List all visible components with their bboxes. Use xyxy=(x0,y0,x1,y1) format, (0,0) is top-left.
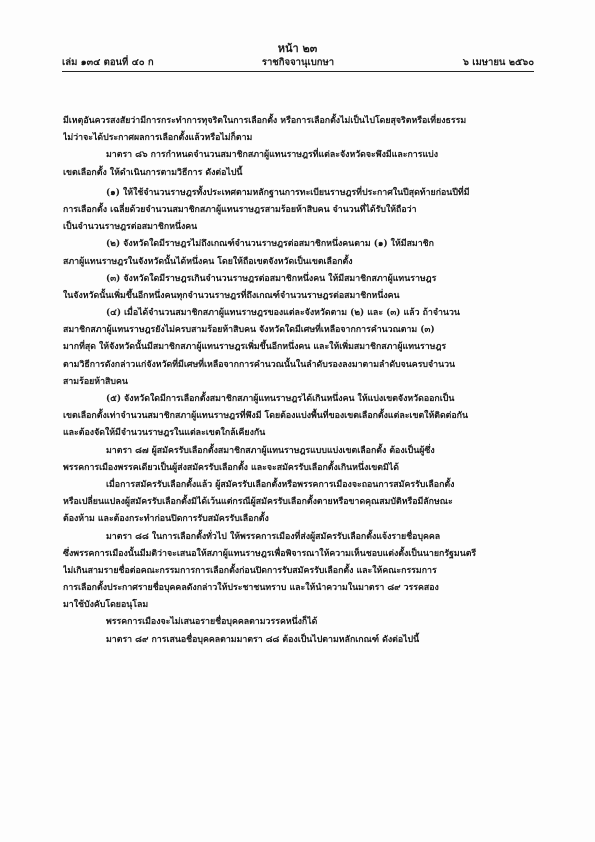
clause-5: (๕) จังหวัดใดมีการเลือกตั้งสมาชิกสภาผู้แทนราษฎรได้เกินหนึ่งคน ให้แบ่งเขตจังหวัดออกเป็น xyxy=(106,394,455,404)
text-line: และต้องจัดให้มีจำนวนราษฎรในแต่ละเขตใกล้เคียงกัน xyxy=(63,428,266,439)
clause-3: (๓) จังหวัดใดมีราษฎรเกินจำนวนราษฎรต่อสมาชิกหนึ่งคน ให้มีสมาชิกสภาผู้แทนราษฎร xyxy=(106,273,437,284)
text-line: เขตเลือกตั้งเท่าจำนวนสมาชิกสภาผู้แทนราษฎรที่พึงมี โดยต้องแบ่งพื้นที่ของเขตเลือกตั้งแต่ละเขตให้ติดต่อกัน xyxy=(63,411,469,422)
section-87-heading: มาตรา ๘๗ ผู้สมัครรับเลือกตั้งสมาชิกสภาผู้แทนราษฎรแบบแบ่งเขตเลือกตั้ง ต้องเป็นผู้ซึ่ง xyxy=(106,445,435,456)
text-line: มากที่สุด ให้จังหวัดนั้นมีสมาชิกสภาผู้แทนราษฎรเพิ่มขึ้นอีกหนึ่งคน และให้เพิ่มสมาชิกสภาผู้แทนราษฎร xyxy=(63,342,447,353)
document-body xyxy=(63,113,533,649)
header-rule xyxy=(62,71,534,72)
header-publication-title: ราชกิจจานุเบกษา xyxy=(261,57,335,68)
text-line: ซึ่งพรรคการเมืองนั้นมีมติว่าจะเสนอให้สภาผู้แทนราษฎรเพื่อพิจารณาให้ความเห็นชอบแต่งตั้งเป็นนายกรัฐมนตรี xyxy=(63,548,477,559)
text-line: ไม่เกินสามรายชื่อต่อคณะกรรมการการเลือกตั้งก่อนปิดการรับสมัครรับเลือกตั้ง และให้คณะกรรมการ xyxy=(63,565,437,576)
paragraph-line: เมื่อการสมัครรับเลือกตั้งแล้ว ผู้สมัครรับเลือกตั้งหรือพรรคการเมืองจะถอนการสมัครรับเลือกตั้ง xyxy=(106,479,455,490)
header-date: ๖ เมษายน ๒๕๖๐ xyxy=(462,57,534,68)
text-line: เขตเลือกตั้ง ให้ดำเนินการตามวิธีการ ดังต่อไปนี้ xyxy=(63,167,243,178)
text-line: มาใช้บังคับโดยอนุโลม xyxy=(63,600,149,611)
text-line: มีเหตุอันควรสงสัยว่ามีการกระทำการทุจริตในการเลือกตั้ง หรือการเลือกตั้งไม่เป็นไปโดยสุจริตหรือเที่ยงธรรม xyxy=(63,116,467,126)
text-line: ตามวิธีการดังกล่าวแก่จังหวัดที่มีเศษที่เหลือจากการคำนวณนั้นในลำดับรองลงมาตามลำดับจนครบจำนวน xyxy=(63,359,456,370)
text-line: ต้องห้าม และต้องกระทำก่อนปิดการรับสมัครรับเลือกตั้ง xyxy=(63,514,269,525)
paragraph-line: พรรคการเมืองจะไม่เสนอรายชื่อบุคคลตามวรรคหนึ่งก็ได้ xyxy=(106,617,318,628)
gazette-header xyxy=(62,55,534,69)
text-line: ในจังหวัดนั้นเพิ่มขึ้นอีกหนึ่งคนทุกจำนวนราษฎรที่ถึงเกณฑ์จำนวนราษฎรต่อสมาชิกหนึ่งคน xyxy=(63,290,400,301)
text-line: การเลือกตั้งประกาศรายชื่อบุคคลดังกล่าวให้ประชาชนทราบ และให้นำความในมาตรา ๘๙ วรรคสอง xyxy=(63,583,439,594)
text-line: พรรคการเมืองพรรคเดียวเป็นผู้ส่งสมัครรับเลือกตั้ง และจะสมัครรับเลือกตั้งเกินหนึ่งเขตมิได้ xyxy=(63,462,399,473)
section-89-heading: มาตรา ๘๙ การเสนอชื่อบุคคลตามมาตรา ๘๘ ต้องเป็นไปตามหลักเกณฑ์ ดังต่อไปนี้ xyxy=(106,634,420,645)
header-volume-issue: เล่ม ๑๓๔ ตอนที่ ๔๐ ก xyxy=(62,57,154,68)
clause-2: (๒) จังหวัดใดมีราษฎรไม่ถึงเกณฑ์จำนวนราษฎรต่อสมาชิกหนึ่งคนตาม (๑) ให้มีสมาชิก xyxy=(106,239,434,250)
clause-4: (๔) เมื่อได้จำนวนสมาชิกสภาผู้แทนราษฎรของแต่ละจังหวัดตาม (๒) และ (๓) แล้ว ถ้าจำนวน xyxy=(106,308,460,319)
text-line: สามร้อยห้าสิบคน xyxy=(63,376,128,387)
text-line: สมาชิกสภาผู้แทนราษฎรยังไม่ครบสามร้อยห้าสิบคน จังหวัดใดมีเศษที่เหลือจากการคำนวณตาม (๓) xyxy=(63,325,435,336)
text-line: ไม่ว่าจะได้ประกาศผลการเลือกตั้งแล้วหรือไม่ก็ตาม xyxy=(63,133,253,144)
text-line: หรือเปลี่ยนแปลงผู้สมัครรับเลือกตั้งมิได้เว้นแต่กรณีผู้สมัครรับเลือกตั้งตายหรือขาดคุณสมบัติหรือมีลักษณะ xyxy=(63,497,453,508)
clause-1: (๑) ให้ใช้จำนวนราษฎรทั้งประเทศตามหลักฐานการทะเบียนราษฎรที่ประกาศในปีสุดท้ายก่อนปีที่มี xyxy=(106,187,470,198)
text-line: การเลือกตั้ง เฉลี่ยด้วยจำนวนสมาชิกสภาผู้แทนราษฎรสามร้อยห้าสิบคน จำนวนที่ได้รับให้ถือว่า xyxy=(63,204,417,215)
text-line: สภาผู้แทนราษฎรในจังหวัดนั้นได้หนึ่งคน โดยให้ถือเขตจังหวัดเป็นเขตเลือกตั้ง xyxy=(63,256,353,267)
text-line: เป็นจำนวนราษฎรต่อสมาชิกหนึ่งคน xyxy=(63,222,198,233)
section-86-heading: มาตรา ๘๖ การกำหนดจำนวนสมาชิกสภาผู้แทนราษฎรที่แต่ละจังหวัดจะพึงมีและการแบ่ง xyxy=(106,150,438,161)
section-88-heading: มาตรา ๘๘ ในการเลือกตั้งทั่วไป ให้พรรคการเมืองที่ส่งผู้สมัครรับเลือกตั้งแจ้งรายชื่อบุคคล xyxy=(106,531,441,542)
page-number: หน้า ๒๓ xyxy=(277,42,318,55)
